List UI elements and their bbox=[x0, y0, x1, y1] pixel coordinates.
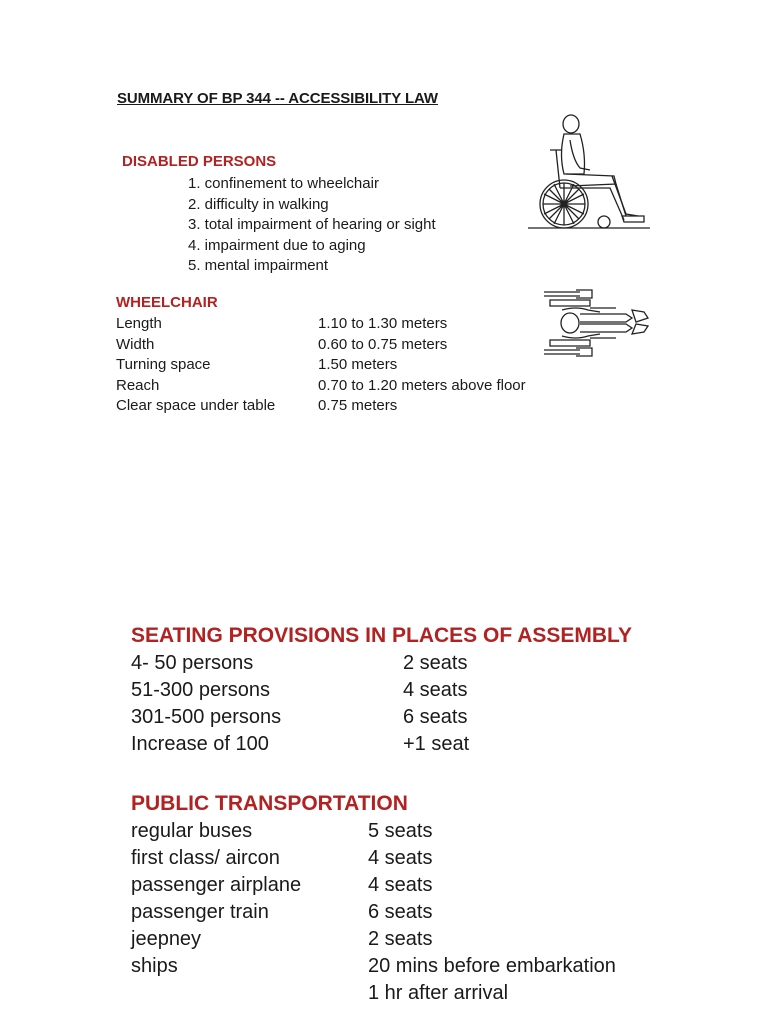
page-title: SUMMARY OF BP 344 -- ACCESSIBILITY LAW bbox=[117, 90, 438, 107]
seating-label: Increase of 100 bbox=[131, 733, 269, 755]
wheelchair-label: Turning space bbox=[116, 356, 211, 373]
transport-values bbox=[368, 818, 616, 1007]
seating-value: 6 seats bbox=[403, 706, 468, 728]
wheelchair-heading: WHEELCHAIR bbox=[116, 294, 218, 311]
wheelchair-value: 1.10 to 1.30 meters bbox=[318, 315, 448, 332]
wheelchair-value: 1.50 meters bbox=[318, 356, 398, 373]
transport-heading: PUBLIC TRANSPORTATION bbox=[131, 792, 408, 815]
wheelchair-value: 0.75 meters bbox=[318, 397, 398, 414]
seating-label: 4- 50 persons bbox=[131, 652, 254, 674]
seating-values bbox=[403, 650, 469, 758]
wheelchair-value: 0.70 to 1.20 meters above floor bbox=[318, 376, 526, 394]
list-item: 1. confinement to wheelchair bbox=[188, 175, 379, 192]
wheelchair-top-view-icon bbox=[540, 288, 652, 358]
wheelchair-values bbox=[318, 314, 526, 417]
transport-value: 5 seats bbox=[368, 820, 433, 842]
transport-label: first class/ aircon bbox=[131, 847, 280, 869]
transport-value: 4 seats bbox=[368, 874, 433, 896]
wheelchair-labels bbox=[116, 314, 275, 417]
transport-value: 2 seats bbox=[368, 928, 433, 950]
list-item: 3. total impairment of hearing or sight bbox=[188, 216, 436, 233]
seating-value: 2 seats bbox=[403, 652, 468, 674]
wheelchair-side-view-icon bbox=[526, 110, 656, 234]
seating-label: 301-500 persons bbox=[131, 706, 282, 728]
transport-value: 1 hr after arrival bbox=[368, 982, 509, 1004]
wheelchair-label: Reach bbox=[116, 376, 160, 394]
transport-label: passenger train bbox=[131, 901, 269, 923]
wheelchair-label: Length bbox=[116, 315, 162, 332]
transport-value: 20 mins before embarkation bbox=[368, 955, 616, 977]
seating-labels bbox=[131, 650, 281, 758]
disabled-persons-list bbox=[188, 174, 436, 277]
transport-value: 6 seats bbox=[368, 901, 433, 923]
wheelchair-label: Clear space under table bbox=[116, 397, 276, 414]
list-item: 2. difficulty in walking bbox=[188, 195, 329, 213]
seating-value: +1 seat bbox=[403, 733, 470, 755]
seating-heading: SEATING PROVISIONS IN PLACES OF ASSEMBLY bbox=[131, 624, 632, 647]
seating-label: 51-300 persons bbox=[131, 679, 270, 701]
wheelchair-label: Width bbox=[116, 335, 155, 353]
transport-label: jeepney bbox=[131, 928, 202, 950]
seating-value: 4 seats bbox=[403, 679, 468, 701]
wheelchair-value: 0.60 to 0.75 meters bbox=[318, 335, 448, 353]
transport-value: 4 seats bbox=[368, 847, 433, 869]
transport-label: regular buses bbox=[131, 820, 253, 842]
transport-labels bbox=[131, 818, 301, 980]
list-item: 4. impairment due to aging bbox=[188, 236, 366, 254]
transport-label: ships bbox=[131, 955, 178, 977]
transport-label: passenger airplane bbox=[131, 874, 302, 896]
list-item: 5. mental impairment bbox=[188, 257, 329, 274]
disabled-persons-heading: DISABLED PERSONS bbox=[122, 153, 277, 170]
